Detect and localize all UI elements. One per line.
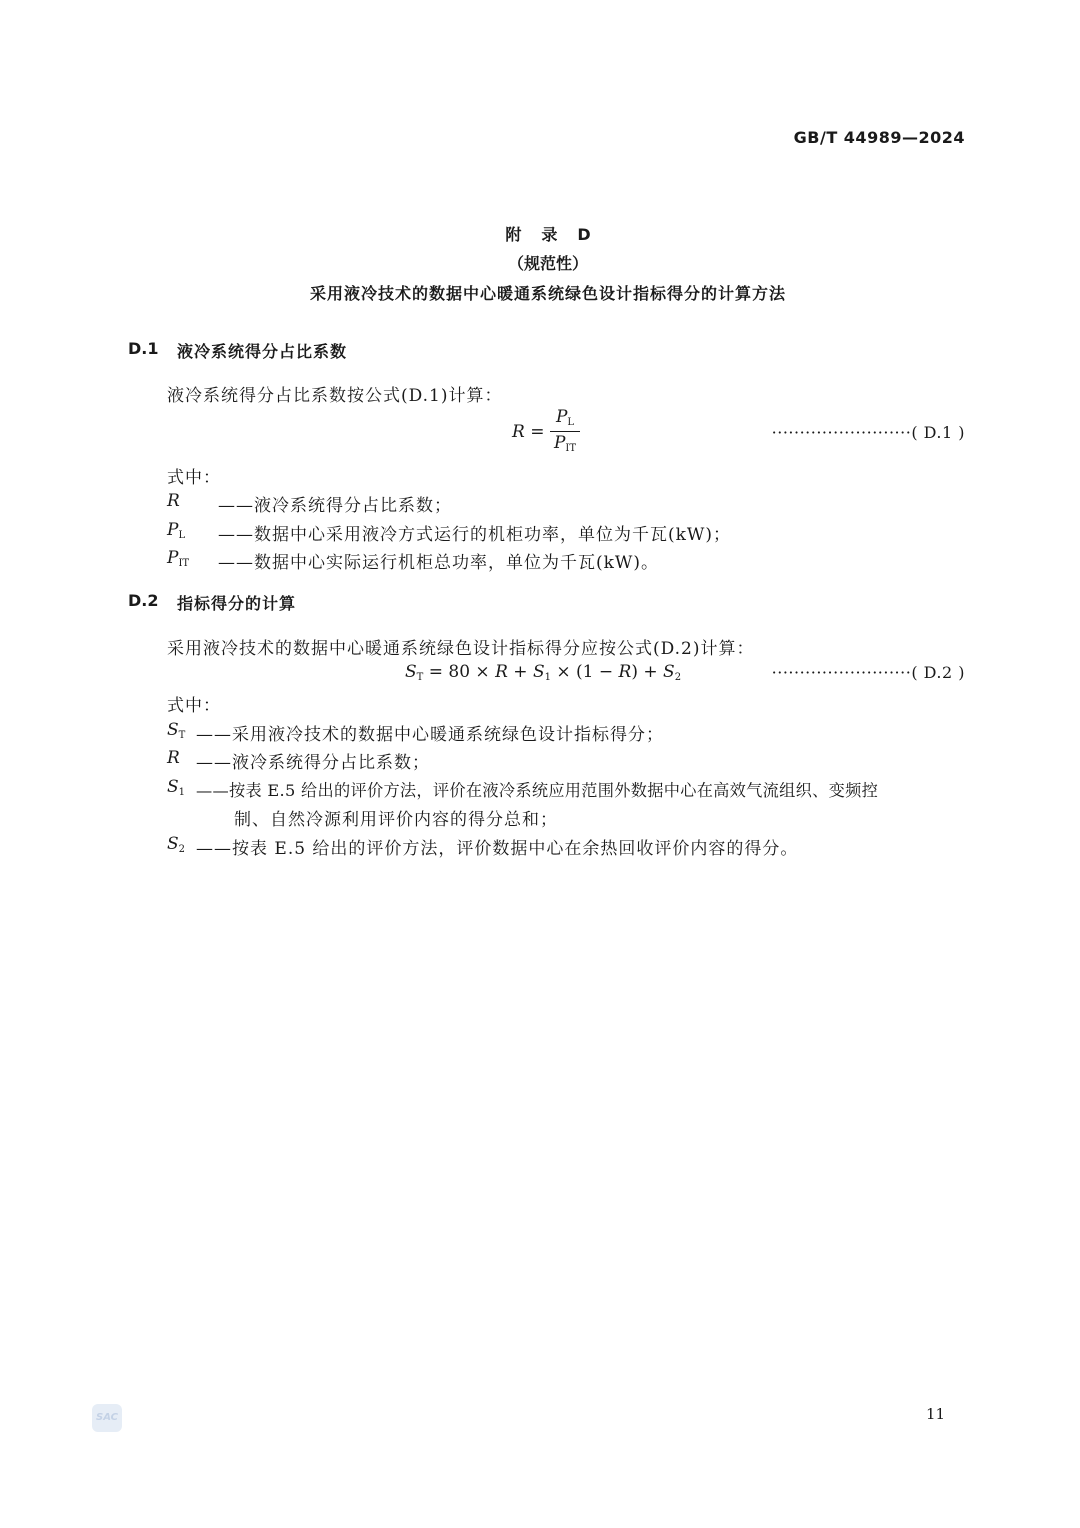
paragraph-intro: 液冷系统得分占比系数按公式(D.1)计算： bbox=[167, 386, 503, 406]
formula-var: P bbox=[553, 433, 566, 453]
definition-text: ——按表 E.5 给出的评价方法，评价数据中心在余热回收评价内容的得分。 bbox=[196, 839, 799, 859]
definition-symbol bbox=[167, 748, 180, 768]
def-var: R bbox=[167, 491, 180, 511]
formula-subscript: 1 bbox=[544, 672, 551, 683]
def-var: S bbox=[167, 720, 179, 740]
definition-symbol bbox=[167, 491, 180, 511]
formula-eq: = bbox=[530, 422, 545, 442]
definition-symbol bbox=[167, 520, 185, 541]
definition-text: ——按表 E.5 给出的评价方法，评价在液冷系统应用范围外数据中心在高效气流组织、变频控 bbox=[196, 781, 879, 800]
definition-text: ——液冷系统得分占比系数； bbox=[218, 496, 452, 516]
leader-dots: ························· bbox=[771, 663, 912, 682]
formula-var: S bbox=[532, 662, 545, 682]
formula-subscript: T bbox=[416, 672, 424, 683]
fraction-numerator bbox=[544, 407, 586, 428]
definition-text: ——采用液冷技术的数据中心暖通系统绿色设计指标得分； bbox=[196, 725, 664, 745]
appendix-kind: （规范性） bbox=[507, 254, 588, 273]
section-title: 液冷系统得分占比系数 bbox=[177, 342, 348, 361]
def-var: R bbox=[167, 748, 180, 768]
formula-number-label: ( D.1 ) bbox=[911, 423, 965, 442]
formula-var: R bbox=[512, 422, 525, 442]
definition-symbol bbox=[167, 548, 189, 569]
appendix-title-part: 附 bbox=[505, 225, 522, 244]
fraction-denominator bbox=[544, 433, 586, 454]
formula-number-label: ( D.2 ) bbox=[911, 663, 965, 682]
paragraph-intro: 采用液冷技术的数据中心暖通系统绿色设计指标得分应按公式(D.2)计算： bbox=[167, 639, 755, 659]
document-code: GB/T 44989—2024 bbox=[793, 128, 965, 147]
formula-op: + bbox=[507, 662, 533, 682]
formula-op: ) + bbox=[631, 662, 664, 682]
formula-op: = 80 × bbox=[423, 662, 496, 682]
section-number: D.1 bbox=[128, 339, 159, 358]
section-title: 指标得分的计算 bbox=[177, 594, 297, 613]
page-number: 11 bbox=[926, 1405, 946, 1423]
formula-number bbox=[772, 423, 965, 442]
def-subscript: T bbox=[178, 730, 186, 741]
formula-var: R bbox=[618, 662, 632, 682]
appendix-title bbox=[0, 222, 1080, 245]
formula-d2 bbox=[405, 662, 681, 683]
formula-var: P bbox=[555, 407, 568, 427]
formula-subscript: 2 bbox=[674, 672, 682, 683]
leader-dots: ························· bbox=[771, 423, 912, 442]
definition-text: ——数据中心采用液冷方式运行的机柜功率，单位为千瓦(kW)； bbox=[218, 525, 732, 545]
def-var: S bbox=[167, 834, 179, 854]
appendix-title-part: 录 bbox=[541, 225, 558, 244]
definition-symbol bbox=[167, 720, 185, 741]
where-label: 式中： bbox=[167, 468, 221, 488]
def-subscript: 2 bbox=[178, 844, 186, 855]
fraction-bar bbox=[550, 431, 580, 432]
formula-var: S bbox=[405, 662, 417, 682]
section-number: D.2 bbox=[128, 591, 159, 610]
def-var: S bbox=[167, 777, 179, 797]
definition-text: ——数据中心实际运行机柜总功率，单位为千瓦(kW)。 bbox=[218, 553, 660, 573]
formula-lhs bbox=[512, 422, 544, 442]
appendix-subtitle: 采用液冷技术的数据中心暖通系统绿色设计指标得分的计算方法 bbox=[309, 284, 786, 303]
definition-text: ——液冷系统得分占比系数； bbox=[196, 753, 430, 773]
definition-symbol bbox=[167, 777, 185, 798]
formula-number bbox=[772, 663, 965, 682]
def-subscript: L bbox=[178, 530, 186, 541]
formula-var: R bbox=[495, 662, 508, 682]
formula-var: S bbox=[663, 662, 675, 682]
appendix-title-part: D bbox=[577, 225, 591, 244]
def-var: P bbox=[167, 520, 179, 540]
formula-op: × (1 − bbox=[550, 662, 619, 682]
sac-logo-watermark: SAC bbox=[92, 1404, 122, 1432]
def-subscript: 1 bbox=[178, 787, 186, 798]
definition-symbol bbox=[167, 834, 185, 855]
formula-subscript: L bbox=[567, 417, 575, 428]
definition-text-continued: 制、自然冷源利用评价内容的得分总和； bbox=[234, 810, 558, 830]
formula-subscript: IT bbox=[565, 443, 577, 454]
def-var: P bbox=[167, 548, 179, 568]
def-subscript: IT bbox=[178, 558, 190, 569]
where-label: 式中： bbox=[167, 696, 221, 716]
